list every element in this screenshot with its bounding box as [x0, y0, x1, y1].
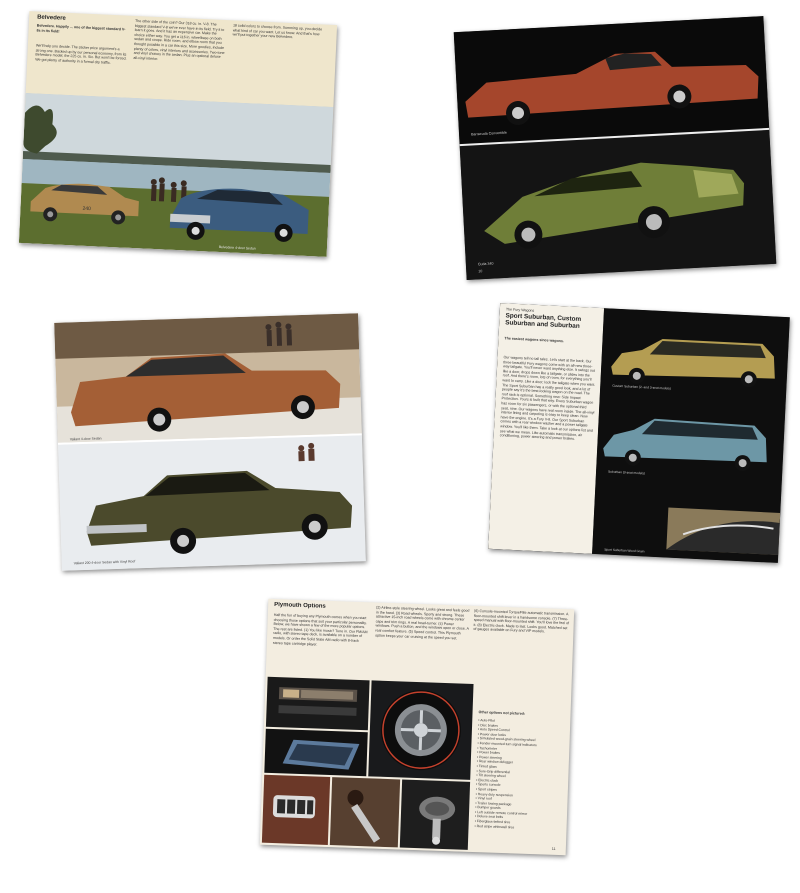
option-item: • Deluxe seat belts — [475, 815, 565, 823]
options-page-number: 11 — [551, 846, 556, 851]
wagons-subheading: The easiest wagons since wagons. — [504, 336, 565, 344]
options-page — [260, 599, 574, 856]
options-body-middle: (2) Airline-style steering wheel. Looks great and feels good in the hand. (3) Road wheels. Sporty and strong. These attractive 15-inch road wheels come with chrome center caps and trim rings. A real head-turner. (4) Power windows. Push a button, and the windows open or close. A real comfort feature. (5) Speed control. This Plymouth option keeps your car cruising at the speed you set. — [375, 605, 470, 640]
options-body-right: (6) Console-mounted TorqueFlite automatic transmission. A floor-mounted shift lever in a handsome console. (7) Three-speed manual with floor-mounted shift. You'll love the feel of it. (8) Electric clock. Made to last. Looks good. Matched set of gauges available on Fury and VIP models. — [473, 608, 570, 634]
option-item: • Sure-Grip differential — [476, 769, 566, 777]
other-options-list — [474, 718, 568, 831]
options-heading: Plymouth Options — [274, 601, 326, 610]
option-item: • Auto-Pilot — [478, 718, 568, 726]
option-item: • Tinted glass — [477, 764, 567, 772]
option-item: • Disc brakes — [478, 723, 568, 731]
option-item: • Bumper guards — [475, 805, 565, 813]
option-item: • Tachometer — [477, 746, 567, 754]
options-body-left: Half the fun of buying any Plymouth comes when you start choosing those options that suit your particular personality. Below, we have shown a few of the more popular options. The rest are listed. (1) You like music? Tune in. Our FM/AM radio, with stereo tape deck, is available on a number of models. Or order the Solid State AM radio with 8-track stereo tape cartridge player. — [272, 612, 368, 647]
option-item: • Rear window defogger — [477, 759, 567, 767]
option-item: • Electric clock — [476, 778, 566, 786]
option-item: • Tilt steering wheel — [476, 773, 566, 781]
belvedere-page — [19, 11, 337, 257]
barracuda-photos — [454, 16, 777, 280]
option-item: • Sports console — [476, 782, 566, 790]
option-item: • Power door locks — [478, 732, 568, 740]
woodgrain-wagon-inset-icon — [666, 508, 780, 555]
custom-suburban-caption: Custom Suburban (2- and 3-seat models) — [612, 383, 671, 391]
option-item: • Power steering — [477, 755, 567, 763]
valiant-caption-bottom: Valiant 200 4-door Sedan with Vinyl Roof — [73, 559, 136, 566]
belvedere-lake-photo — [19, 93, 333, 257]
page-number: 10 — [478, 269, 483, 274]
wagons-body: Our wagons tell no tall tales. Let's start at the back. Our three beautiful Fury wagons come with an all-new three-way tailgate. You'll never want anything else. It swings out like a door, drops down like a tailgate, or slides into the roof. And there's room, lots of room, for everything you'll want to carry. Like a door; lock the tailgate when you want. The Sport Suburban has a really good look, and a lot of people say it's the best-looking wagon on the road. The roof rack is optional. Something new: Side Impact Protection. Yours is built that way. Every Suburban wagon has room for six passengers, or with the optional third seat, nine. Our wagons have real room inside. The all-vinyl interior lining and carpeting is easy to keep clean. Now have the engine. It's a Fury V-8. Our Sport Suburban comes with a rear window washer and a power tailgate window. You'll like them. Take a look at our options list and see what we mean. Like automatic transmission, air conditioning, power steering and power brakes. — [499, 355, 596, 441]
option-item: • Left outside remote control mirror — [475, 810, 565, 818]
belvedere-heading: Belvedere — [37, 14, 66, 22]
wagons-page — [488, 303, 790, 563]
valiant-caption-top: Valiant 4-door Sedan — [69, 436, 102, 442]
other-options-title: Other options not pictured: — [478, 710, 526, 716]
option-item: • Sport stripes — [476, 787, 566, 795]
valiant-page — [54, 313, 366, 570]
belvedere-subheading: Belvedere. Happily ... one of the biggest standard V-8s in its field! — [36, 23, 126, 34]
people-on-rocks-icon — [265, 321, 292, 346]
belvedere-body-left: We'll help you decide. The sticker price argument's a strong one. Backed up by our personal economy, from its Belvedere model, the 225 cu. in. Six. But won't be forced. We got plenty of authority in a formal city traffic. — [35, 43, 127, 65]
valiant-photos — [54, 313, 366, 570]
license-plate: 240 — [82, 205, 91, 213]
sport-suburban-caption: Sport Suburban Wood Grain — [604, 547, 645, 554]
suburban-caption: Suburban (3-seat models) — [607, 469, 645, 476]
belvedere-caption: Belvedere 4-door Sedan — [218, 244, 256, 251]
option-item: • Vinyl roof — [475, 796, 565, 804]
option-item: • Fiberglass-belted tires — [475, 819, 565, 827]
option-item: • Red stripe whitewall tires — [474, 824, 564, 832]
wagons-heading: Sport Suburban, Custom Suburban and Suburban — [505, 312, 582, 331]
barracuda-page — [454, 16, 777, 280]
radio-photo — [266, 677, 370, 731]
cuda-caption: Cuda 340 — [477, 261, 494, 267]
shifter-photo — [330, 777, 400, 847]
option-item: • Heavy duty suspension — [476, 792, 566, 800]
convertible-caption: Barracuda Convertible — [470, 130, 507, 137]
option-item: • Trailer towing package — [475, 801, 565, 809]
options-photos — [260, 675, 476, 852]
belvedere-body-right: 18 solid colors to choose from. Summing up, you decide what kind of car you want. Let us know. And that's how we'll put together your new Belvedere. — [232, 23, 323, 40]
wagons-photos — [592, 308, 790, 563]
power-window-switch-icon — [273, 795, 316, 818]
option-item: • Simulated wood-grain steering wheel — [478, 736, 568, 744]
option-item: • Auto Speed Control — [478, 727, 568, 735]
option-item: • Fender-mounted turn signal indicators — [477, 741, 567, 749]
belvedere-body-middle: The other side of the coin? Our 318 cu. in. V-8. The biggest standard V-8 we've ever have in its field. Try it to learn it goes. And it has an expensive car. Make the choice either way. You get a 116 in. wheelbase on both sedan and coupe. Ride room, and elbow room that you thought possible in a car this size. More goodies, include plenty of colors, vinyl interiors and accessories. Two-tone and vinyl choices in the sedan. Plus an optional deluxe all-vinyl interior. — [133, 18, 225, 61]
option-item: • Power brakes — [477, 750, 567, 758]
wagons-kicker: The Fury Wagons — [505, 307, 535, 313]
